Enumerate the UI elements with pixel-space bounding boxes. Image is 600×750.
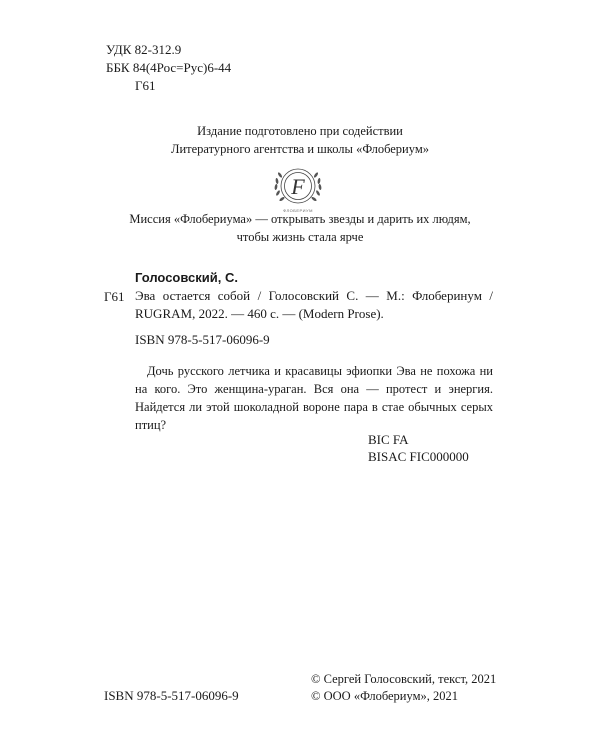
bic-code: BIC FA (368, 432, 409, 447)
author-mark: Г61 (135, 78, 156, 93)
copyright-publisher: © ООО «Флобериум», 2021 (311, 689, 458, 703)
udk-code: УДК 82-312.9 (106, 42, 182, 57)
footer-isbn: ISBN 978-5-517-06096-9 (104, 688, 239, 703)
prepared-line-1: Издание подготовлено при содействии (197, 124, 403, 138)
record-mark: Г61 (104, 289, 125, 304)
mission-line-2: чтобы жизнь стала ярче (236, 230, 364, 244)
svg-text:ФЛОБЕРИУМ: ФЛОБЕРИУМ (283, 208, 313, 213)
floberium-logo-icon (262, 157, 334, 217)
mission-line-1: Миссия «Флобериума» — открывать звезды и дарить их людям, (129, 212, 471, 226)
copyright-author: © Сергей Голосовский, текст, 2021 (311, 672, 497, 686)
bisac-code: BISAC FIC000000 (368, 449, 469, 464)
prepared-line-2: Литературного агентства и школы «Флобериум» (170, 142, 429, 156)
svg-text:F: F (291, 174, 305, 199)
bbk-code: ББК 84(4Рос=Рус)6-44 (106, 60, 232, 75)
record-author: Голосовский, С. (135, 270, 238, 285)
record-description: Эва остается собой / Голосовский С. — М.: Флоберинум / RUGRAM, 2022. — 460 с. — (Modern Prose). (135, 288, 493, 321)
annotation: Дочь русского летчика и красавицы эфиопки Эва не похожа ни на кого. Это женщина-ураган. Вся она — протест и энергия. Найдется ли этой шоколадной вороне пара в стае обычных серых птиц? (135, 364, 493, 432)
record-isbn: ISBN 978-5-517-06096-9 (135, 332, 270, 347)
